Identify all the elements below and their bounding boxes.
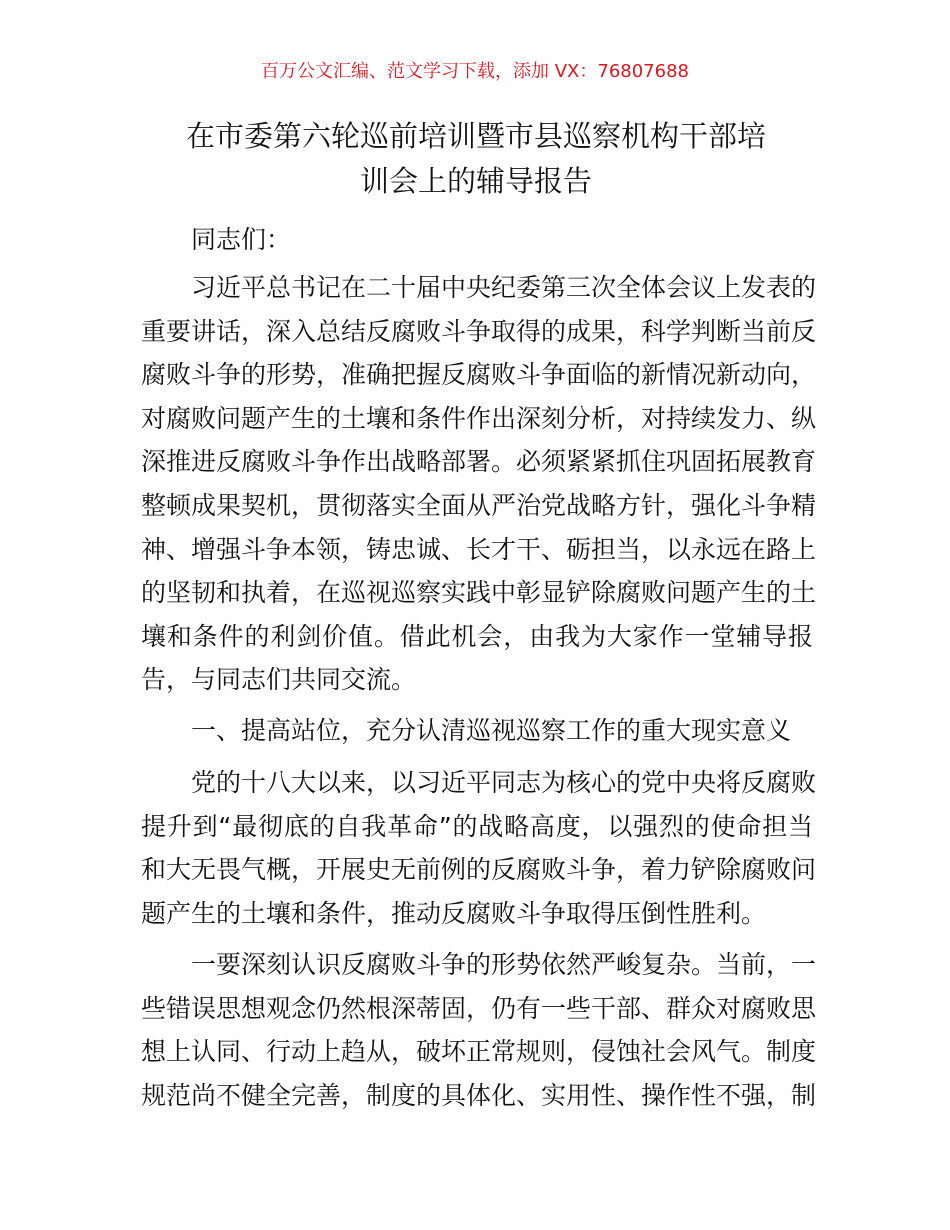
text-line: 壤和条件的利剑价值。借此机会，由我为大家作一堂辅导报 (141, 621, 813, 651)
paragraph-background (141, 761, 817, 935)
text-line: 习近平总书记在二十届中央纪委第三次全体会议上发表的 (191, 273, 817, 302)
text-line: 的坚韧和执着，在巡视巡察实践中彰显铲除腐败问题产生的土 (141, 578, 817, 608)
title-line: 训会上的辅导报告 (359, 164, 592, 198)
text-line: 党的十八大以来，以习近平同志为核心的党中央将反腐败 (191, 768, 817, 797)
text-line: 对腐败问题产生的土壤和条件作出深刻分析，对持续发力、纵 (141, 403, 817, 433)
text-line: 一要深刻认识反腐败斗争的形势依然严峻复杂。当前，一 (191, 950, 817, 979)
text-line: 神、增强斗争本领，铸忠诚、长才干、砺担当，以永远在路上 (141, 534, 817, 564)
title-line: 在市委第六轮巡前培训暨市县巡察机构干部培 (185, 119, 766, 153)
text-line: 想上认同、行动上趋从，破坏正常规则，侵蚀社会风气。制度 (141, 1037, 817, 1067)
paragraph-point-one (141, 943, 817, 1117)
text-line: 和大无畏气概，开展史无前例的反腐败斗争，着力铲除腐败问 (141, 855, 817, 885)
text-line: 些错误思想观念仍然根深蒂固，仍有一些干部、群众对腐败思 (141, 993, 817, 1023)
text-line: 题产生的土壤和条件，推动反腐败斗争取得压倒性胜利。 (141, 898, 767, 928)
text-line: 重要讲话，深入总结反腐败斗争取得的成果，科学判断当前反 (141, 316, 817, 346)
section-heading (141, 709, 813, 753)
salutation-text: 同志们： (191, 225, 292, 254)
text-line: 告，与同志们共同交流。 (141, 665, 417, 695)
download-banner: 百万公文汇编、范文学习下载，添加 VX：76807688 (261, 61, 689, 82)
salutation (141, 218, 813, 262)
text-line: 腐败斗争的形势，准确把握反腐败斗争面临的新情况新动向， (141, 360, 817, 390)
text-line: 规范尚不健全完善，制度的具体化、实用性、操作性不强，制 (141, 1080, 817, 1110)
heading-text: 一、提高站位，充分认清巡视巡察工作的重大现实意义 (191, 716, 792, 745)
document-title (140, 114, 812, 204)
text-line: 深推进反腐败斗争作出战略部署。必须紧紧抓住巩固拓展教育 (141, 447, 817, 477)
text-line: 提升到“最彻底的自我革命”的战略高度，以强烈的使命担当 (141, 811, 813, 841)
text-line: 整顿成果契机，贯彻落实全面从严治党战略方针，强化斗争精 (141, 490, 817, 520)
paragraph-intro (141, 266, 817, 702)
